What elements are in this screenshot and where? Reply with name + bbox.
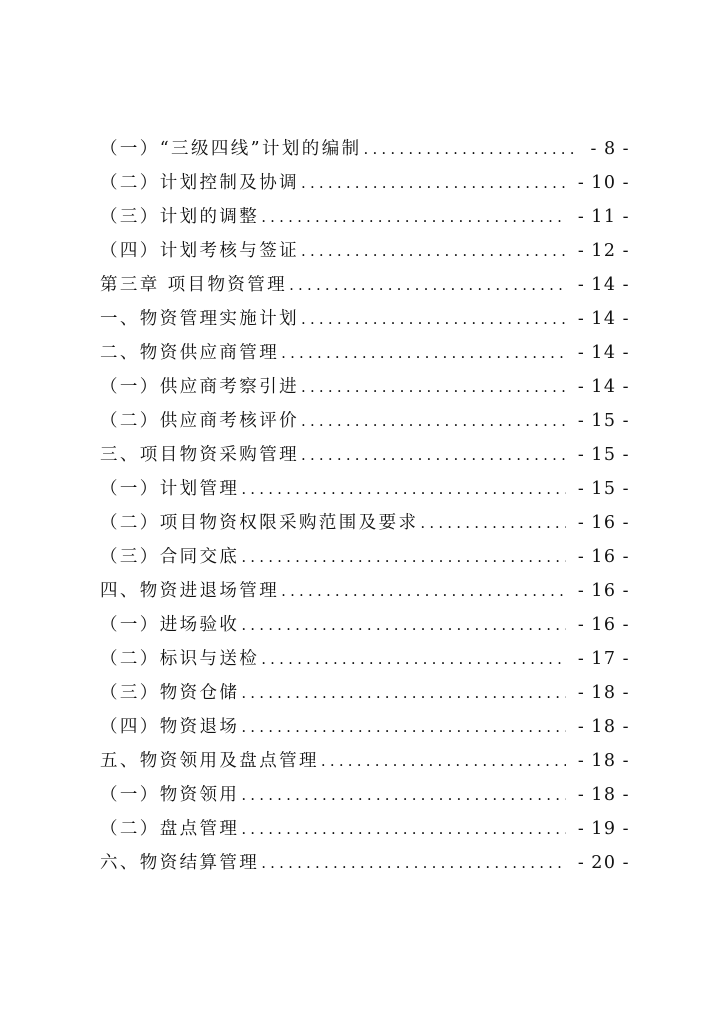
toc-entry[interactable] (100, 846, 636, 880)
toc-page-number (566, 710, 636, 744)
page-number-dash: - (622, 683, 630, 703)
page-number-dash: - (622, 513, 630, 533)
toc-dot-leader (241, 540, 566, 574)
page-number-value: 20 (591, 853, 617, 873)
page-number-value: 18 (591, 717, 617, 737)
page-number-dash: - (622, 479, 630, 499)
toc-dot-leader (241, 710, 566, 744)
page-number-dash: - (622, 343, 630, 363)
toc-entry-title: （三）合同交底 (100, 547, 240, 567)
page-number-dash: - (622, 717, 630, 737)
toc-entry[interactable] (100, 268, 636, 302)
page-number-dash: - (622, 207, 630, 227)
page-number-dash: - (577, 717, 586, 737)
toc-page-number (566, 778, 636, 812)
page-number-dash: - (577, 649, 586, 669)
toc-entry[interactable] (100, 166, 636, 200)
toc-page-number (566, 608, 636, 642)
toc-dot-leader (261, 642, 566, 676)
toc-page-number (566, 642, 636, 676)
toc-dot-leader (241, 608, 566, 642)
toc-entry-title: 三、项目物资采购管理 (100, 445, 299, 465)
page-number-dash: - (577, 547, 586, 567)
toc-page-number (566, 404, 636, 438)
toc-entry-title: 六、物资结算管理 (100, 853, 260, 873)
page-number-dash: - (577, 343, 586, 363)
toc-page-number (566, 812, 636, 846)
page-number-dash: - (577, 377, 586, 397)
toc-page-number (566, 336, 636, 370)
toc-entry-title: （四）计划考核与签证 (100, 241, 299, 261)
page-number-value: 18 (591, 683, 617, 703)
toc-dot-leader (241, 812, 566, 846)
toc-entry-title: （一）计划管理 (100, 479, 240, 499)
page-number-value: 15 (591, 479, 617, 499)
page-number-dash: - (622, 309, 630, 329)
page-number-value: 8 (603, 139, 617, 159)
toc-page-number (579, 132, 636, 166)
toc-entry-title: 五、物资领用及盘点管理 (100, 751, 319, 771)
toc-page-number (566, 744, 636, 778)
page-number-value: 16 (591, 615, 617, 635)
toc-entry[interactable] (100, 200, 636, 234)
page-number-dash: - (577, 785, 586, 805)
page-number-dash: - (577, 173, 586, 193)
page-number-value: 16 (591, 547, 617, 567)
page-number-dash: - (577, 241, 586, 261)
toc-page-number (566, 540, 636, 574)
toc-dot-leader (281, 574, 566, 608)
toc-dot-leader (241, 778, 566, 812)
toc-entry-title: （一）供应商考察引进 (100, 377, 299, 397)
toc-dot-leader (241, 472, 566, 506)
toc-entry[interactable] (100, 234, 636, 268)
toc-dot-leader (261, 200, 566, 234)
toc-entry[interactable] (100, 132, 636, 166)
toc-dot-leader (241, 676, 566, 710)
page-number-dash: - (622, 139, 630, 159)
toc-entry-title: （一）“三级四线”计划的编制 (100, 139, 362, 159)
toc-entry-title: （二）标识与送检 (100, 649, 260, 669)
page-number-value: 18 (591, 785, 617, 805)
toc-entry[interactable] (100, 438, 636, 472)
toc-entry[interactable] (100, 540, 636, 574)
toc-entry-title: （三）物资仓储 (100, 683, 240, 703)
page-number-dash: - (577, 751, 586, 771)
toc-dot-leader (301, 438, 566, 472)
page-number-dash: - (622, 785, 630, 805)
toc-entry[interactable] (100, 574, 636, 608)
toc-entry-title: （三）计划的调整 (100, 207, 260, 227)
toc-entry[interactable] (100, 642, 636, 676)
toc-entry[interactable] (100, 812, 636, 846)
toc-entry-title: 二、物资供应商管理 (100, 343, 280, 363)
toc-entry[interactable] (100, 336, 636, 370)
toc-entry-title: （二）供应商考核评价 (100, 411, 299, 431)
toc-entry-title: 第三章 项目物资管理 (100, 275, 288, 295)
toc-dot-leader (301, 302, 566, 336)
toc-page-number (566, 438, 636, 472)
page-number-value: 14 (591, 309, 617, 329)
toc-entry[interactable] (100, 744, 636, 778)
page-number-dash: - (622, 173, 630, 193)
page-number-dash: - (622, 581, 630, 601)
toc-entry-title: （二）盘点管理 (100, 819, 240, 839)
toc-dot-leader (301, 166, 566, 200)
page-number-dash: - (622, 751, 630, 771)
page-number-dash: - (577, 581, 586, 601)
page-number-value: 15 (591, 445, 617, 465)
toc-entry[interactable] (100, 778, 636, 812)
page-number-dash: - (622, 377, 630, 397)
toc-page-number (566, 676, 636, 710)
page-number-dash: - (577, 819, 586, 839)
toc-entry[interactable] (100, 404, 636, 438)
toc-entry[interactable] (100, 506, 636, 540)
toc-page-number (566, 302, 636, 336)
page-number-dash: - (577, 615, 586, 635)
toc-page-number (566, 506, 636, 540)
page-number-dash: - (577, 479, 586, 499)
page-number-dash: - (590, 139, 598, 159)
page-number-value: 12 (591, 241, 617, 261)
page-number-dash: - (577, 275, 586, 295)
toc-dot-leader (301, 234, 566, 268)
toc-dot-leader (301, 370, 566, 404)
page-number-value: 14 (591, 377, 617, 397)
page-number-dash: - (577, 513, 586, 533)
toc-entry-title: 四、物资进退场管理 (100, 581, 280, 601)
table-of-contents (100, 132, 636, 880)
toc-page-number (566, 166, 636, 200)
toc-dot-leader (301, 404, 566, 438)
toc-entry[interactable] (100, 608, 636, 642)
toc-page-number (566, 472, 636, 506)
page-number-dash: - (577, 445, 586, 465)
toc-entry[interactable] (100, 472, 636, 506)
toc-page-number (566, 234, 636, 268)
page-number-value: 10 (591, 173, 617, 193)
page-number-value: 16 (591, 581, 617, 601)
page-number-dash: - (577, 207, 586, 227)
toc-page-number (566, 200, 636, 234)
page-number-dash: - (577, 853, 586, 873)
toc-entry[interactable] (100, 370, 636, 404)
page-number-dash: - (577, 411, 586, 431)
page-number-value: 17 (591, 649, 617, 669)
page-number-dash: - (622, 411, 630, 431)
toc-page-number (566, 268, 636, 302)
toc-entry[interactable] (100, 710, 636, 744)
toc-page-number (566, 846, 636, 880)
page-number-dash: - (622, 819, 630, 839)
toc-entry-title: （二）计划控制及协调 (100, 173, 299, 193)
page-number-value: 11 (591, 207, 617, 227)
toc-dot-leader (261, 846, 566, 880)
toc-dot-leader (281, 336, 566, 370)
page-number-value: 14 (591, 275, 617, 295)
toc-entry-title: 一、物资管理实施计划 (100, 309, 299, 329)
page-number-value: 14 (591, 343, 617, 363)
page-number-dash: - (577, 683, 586, 703)
page-number-dash: - (622, 241, 630, 261)
toc-dot-leader (420, 506, 565, 540)
toc-page-number (566, 370, 636, 404)
page-number-dash: - (577, 309, 586, 329)
page-number-dash: - (622, 853, 630, 873)
toc-page-number (566, 574, 636, 608)
toc-entry-title: （一）物资领用 (100, 785, 240, 805)
page-number-dash: - (622, 445, 630, 465)
page-number-dash: - (622, 649, 630, 669)
page-number-value: 19 (591, 819, 617, 839)
toc-entry-title: （二）项目物资权限采购范围及要求 (100, 513, 419, 533)
page-number-value: 16 (591, 513, 617, 533)
page-number-dash: - (622, 275, 630, 295)
toc-entry-title: （四）物资退场 (100, 717, 240, 737)
toc-dot-leader (289, 268, 566, 302)
page-number-value: 18 (591, 751, 617, 771)
toc-entry[interactable] (100, 676, 636, 710)
toc-dot-leader (364, 132, 579, 166)
toc-dot-leader (321, 744, 566, 778)
toc-entry-title: （一）进场验收 (100, 615, 240, 635)
page-number-value: 15 (591, 411, 617, 431)
page-number-dash: - (622, 547, 630, 567)
page-number-dash: - (622, 615, 630, 635)
toc-entry[interactable] (100, 302, 636, 336)
